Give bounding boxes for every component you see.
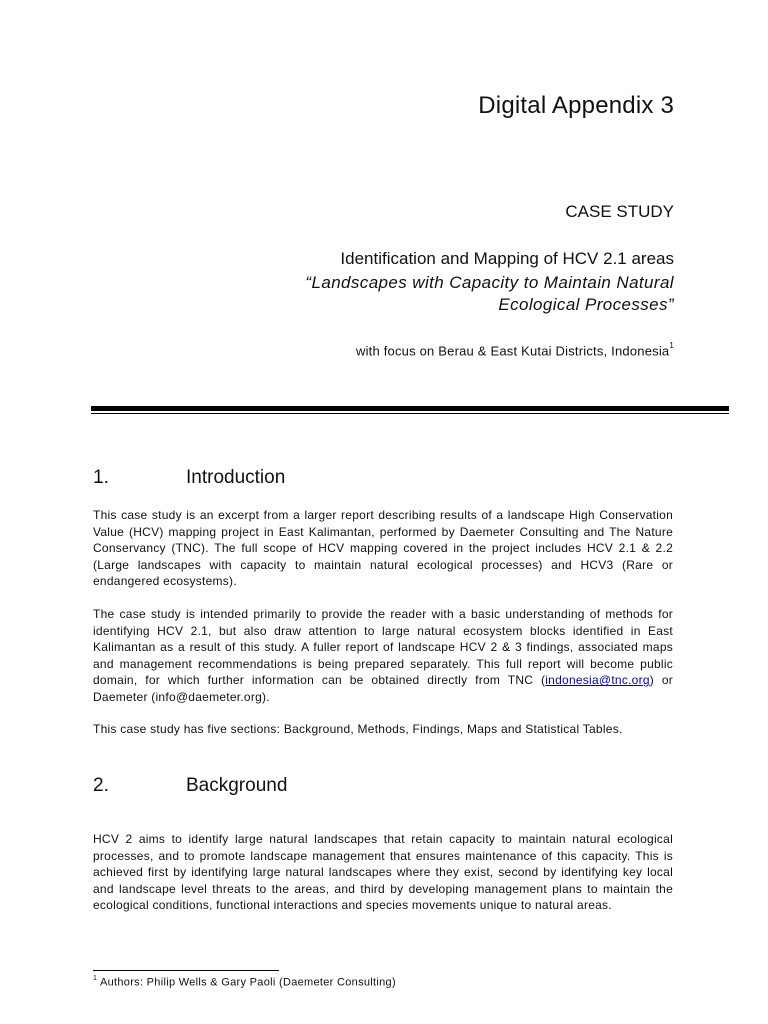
case-study-label: CASE STUDY: [565, 202, 674, 221]
footnote-rule: [93, 970, 279, 971]
paragraph-background-1: HCV 2 aims to identify large natural landscapes that retain capacity to maintain natural ecological processes, and to promote landscape management that ensures maintenance of this capacity. This is achieved first by identifying large natural landscapes where they exist, second by identifying key local and landscape level threats to the areas, and third by developing management plans to maintain the ecological conditions, functional interactions and species movements unique to natural areas.: [93, 832, 673, 913]
paragraph-text: ) or Daemeter (info@daemeter.org).: [93, 673, 674, 704]
paragraph-intro-2: [93, 606, 673, 706]
email-link[interactable]: indonesia@tnc.org: [545, 673, 650, 688]
footnote-text: Authors: Philip Wells & Gary Paoli (Daemeter Consulting): [99, 976, 396, 989]
paragraph-intro-1: This case study is an excerpt from a larger report describing results of a landscape High Conservation Value (HCV) mapping project in East Kalimantan, performed by Daemeter Consulting and The Nature Conservancy (TNC). The full scope of HCV mapping covered in the project includes HCV 2.1 & 2.2 (Large landscapes with capacity to maintain natural ecological processes) and HCV3 (Rare or endangered ecosystems).: [93, 508, 673, 589]
subtitle-line-1: “Landscapes with Capacity to Maintain Natural: [305, 273, 674, 292]
section-number: 1.: [93, 467, 109, 488]
case-study-title: Identification and Mapping of HCV 2.1 areas: [340, 249, 674, 268]
section-title: Introduction: [186, 467, 286, 488]
focus-line: [356, 343, 674, 358]
case-study-subtitle: [305, 272, 674, 316]
header-rule-thin: [91, 413, 729, 414]
footnote-marker: 1: [93, 975, 98, 982]
footnote: [93, 976, 396, 989]
section-number: 2.: [93, 775, 109, 796]
section-title: Background: [186, 775, 288, 796]
header-rule-thick: [91, 406, 729, 411]
paragraph-text: The case study is intended primarily to provide the reader with a basic understanding of methods for identifying HCV 2.1, but also draw attention to large natural ecosystem blocks identified in East Kalimantan as a result of this study. A fuller report of landscape HCV 2 & 3 findings, associated maps and management recommendations is being prepared separately. This full report will become public domain, for which further information can be obtained directly from TNC (: [93, 607, 673, 688]
paragraph-intro-3: This case study has five sections: Background, Methods, Findings, Maps and Statistical Tables.: [93, 722, 623, 736]
subtitle-line-2: Ecological Processes”: [498, 295, 674, 314]
document-title: Digital Appendix 3: [478, 92, 674, 119]
footnote-ref[interactable]: 1: [669, 341, 674, 350]
focus-text: with focus on Berau & East Kutai Districts, Indonesia: [355, 343, 670, 359]
